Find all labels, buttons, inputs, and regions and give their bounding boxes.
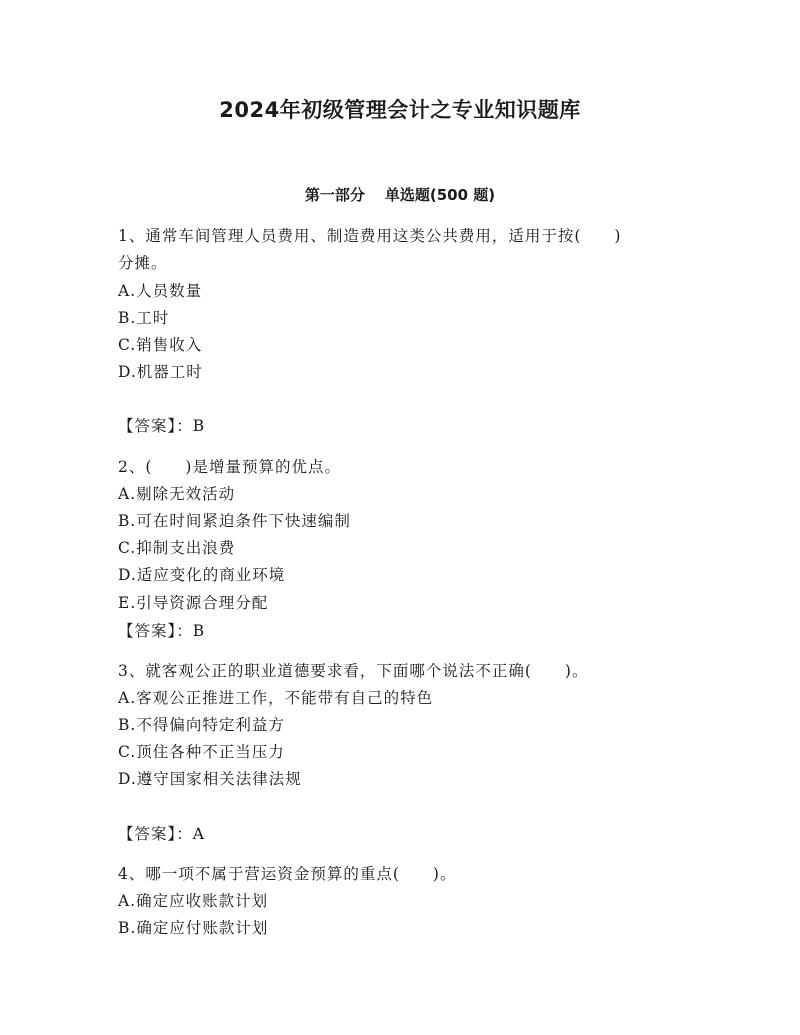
question-1-option-b: B.工时 <box>118 309 170 327</box>
question-1-option-a: A.人员数量 <box>118 282 203 300</box>
question-3-stem-line-1: 3、就客观公正的职业道德要求看，下面哪个说法不正确( )。 <box>118 662 589 680</box>
question-1-option-c: C.销售收入 <box>118 336 203 354</box>
question-3-option-b: B.不得偏向特定利益方 <box>118 716 285 734</box>
question-2-option-d: D.适应变化的商业环境 <box>118 566 286 584</box>
question-1-stem-line-1: 1、通常车间管理人员费用、制造费用这类公共费用，适用于按( ) <box>118 227 622 245</box>
question-4-option-b: B.确定应付账款计划 <box>118 919 269 937</box>
question-3-option-c: C.顶住各种不正当压力 <box>118 743 285 761</box>
question-3-option-a: A.客观公正推进工作，不能带有自己的特色 <box>118 689 434 707</box>
question-4-stem-line-1: 4、哪一项不属于营运资金预算的重点( )。 <box>118 865 457 883</box>
question-2-option-b: B.可在时间紧迫条件下快速编制 <box>118 512 351 530</box>
section-title <box>0 184 800 205</box>
section-part: 第一部分 <box>304 186 365 204</box>
question-1-answer: 【答案】：B <box>118 417 206 435</box>
question-2-option-e: E.引导资源合理分配 <box>118 594 269 612</box>
question-3-answer: 【答案】：A <box>118 825 205 843</box>
question-4-option-a: A.确定应收账款计划 <box>118 892 269 910</box>
document-title: 2024年初级管理会计之专业知识题库 <box>219 98 581 122</box>
question-1-option-d: D.机器工时 <box>118 363 203 381</box>
section-name: 单选题(500 题) <box>384 186 496 204</box>
question-2-option-c: C.抑制支出浪费 <box>118 539 236 557</box>
question-2-stem-line-1: 2、( )是增量预算的优点。 <box>118 458 341 476</box>
question-2-answer: 【答案】：B <box>118 622 206 640</box>
question-1-stem-line-2: 分摊。 <box>118 254 168 272</box>
question-3-option-d: D.遵守国家相关法律法规 <box>118 770 302 788</box>
question-2-option-a: A.剔除无效活动 <box>118 485 236 503</box>
